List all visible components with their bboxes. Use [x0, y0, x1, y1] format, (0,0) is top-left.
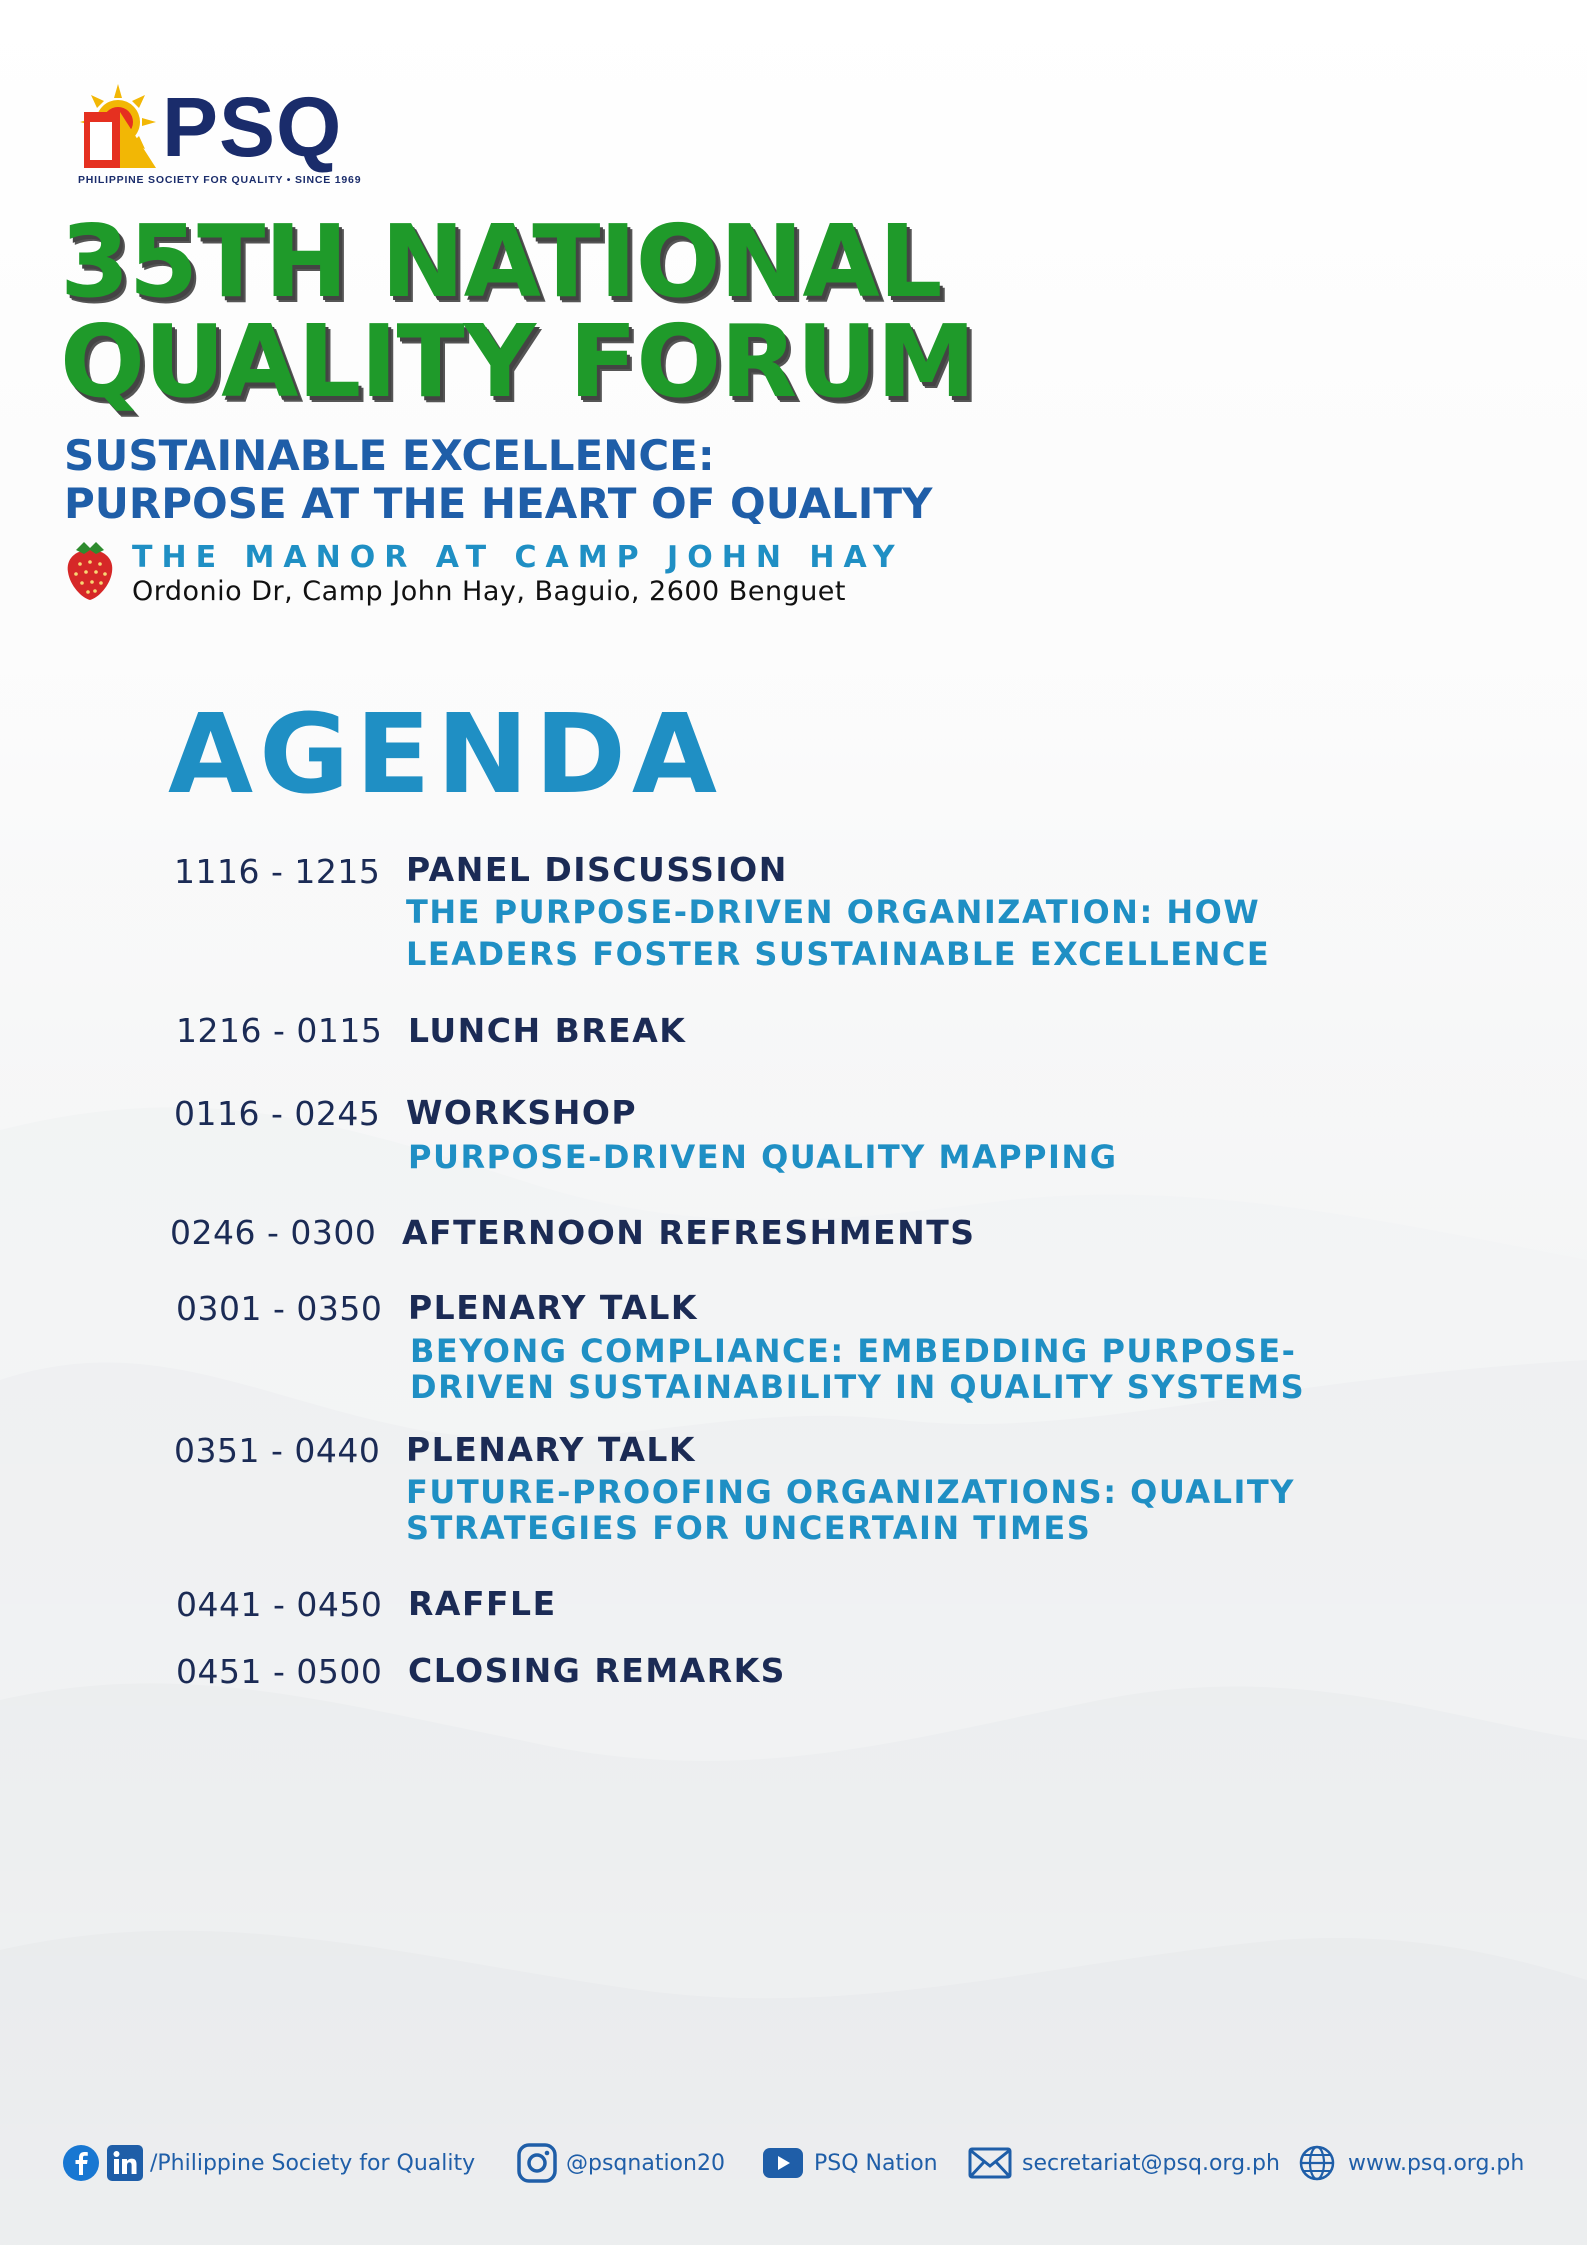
globe-icon[interactable]: [1298, 2144, 1336, 2182]
agenda-time: 0451 - 0500: [176, 1652, 383, 1691]
agenda-topic-line-1: FUTURE-PROOFING ORGANIZATIONS: QUALITY: [406, 1473, 1295, 1511]
psq-logo: [78, 82, 378, 192]
agenda-time: 0301 - 0350: [176, 1289, 383, 1328]
agenda-topic-line-2: STRATEGIES FOR UNCERTAIN TIMES: [406, 1509, 1092, 1547]
subtitle-line-1: SUSTAINABLE EXCELLENCE:: [64, 431, 715, 480]
social-instagram[interactable]: [516, 2140, 725, 2186]
agenda-event: PANEL DISCUSSION: [406, 850, 788, 889]
agenda-event: PLENARY TALK: [408, 1288, 698, 1327]
agenda-event: WORKSHOP: [406, 1093, 638, 1132]
venue-name: THE MANOR AT CAMP JOHN HAY: [132, 540, 904, 575]
agenda-event: CLOSING REMARKS: [408, 1651, 786, 1690]
contact-email[interactable]: [968, 2140, 1280, 2186]
agenda-time: 0441 - 0450: [176, 1585, 383, 1624]
agenda-event: LUNCH BREAK: [408, 1011, 687, 1050]
youtube-icon[interactable]: [762, 2147, 804, 2179]
instagram-icon[interactable]: [516, 2142, 558, 2184]
contact-footer: [0, 2140, 1587, 2186]
logo-tagline: PHILIPPINE SOCIETY FOR QUALITY • SINCE 1969: [78, 174, 362, 186]
social-handle: /Philippine Society for Quality: [150, 2150, 476, 2176]
agenda-topic-line-1: PURPOSE-DRIVEN QUALITY MAPPING: [408, 1138, 1118, 1176]
agenda-topic-line-2: LEADERS FOSTER SUSTAINABLE EXCELLENCE: [406, 935, 1271, 973]
agenda-event: AFTERNOON REFRESHMENTS: [402, 1213, 976, 1252]
linkedin-icon[interactable]: [106, 2144, 144, 2182]
strawberry-icon: [62, 536, 118, 602]
agenda-time: 0351 - 0440: [174, 1431, 381, 1470]
agenda-event: PLENARY TALK: [406, 1430, 696, 1469]
subtitle-line-2: PURPOSE AT THE HEART OF QUALITY: [64, 479, 933, 528]
email-address: secretariat@psq.org.ph: [1022, 2150, 1280, 2176]
email-icon[interactable]: [968, 2147, 1012, 2179]
social-facebook-linkedin[interactable]: [62, 2140, 475, 2186]
sun-q-logo-icon: [78, 82, 164, 172]
agenda-time: 1116 - 1215: [174, 852, 381, 891]
venue-address: Ordonio Dr, Camp John Hay, Baguio, 2600 Benguet: [132, 576, 847, 607]
agenda-event: RAFFLE: [408, 1584, 557, 1623]
logo-wordmark: PSQ: [162, 80, 343, 174]
contact-website[interactable]: [1298, 2140, 1524, 2186]
website-url: www.psq.org.ph: [1348, 2150, 1525, 2176]
youtube-channel: PSQ Nation: [814, 2150, 938, 2176]
agenda-time: 1216 - 0115: [176, 1011, 383, 1050]
title-line-1: 35TH NATIONAL: [60, 203, 942, 320]
facebook-icon[interactable]: [62, 2144, 100, 2182]
agenda-topic-line-2: DRIVEN SUSTAINABILITY IN QUALITY SYSTEMS: [410, 1368, 1306, 1406]
agenda-time: 0246 - 0300: [170, 1213, 377, 1252]
agenda-topic-line-1: THE PURPOSE-DRIVEN ORGANIZATION: HOW: [406, 893, 1261, 931]
instagram-handle: @psqnation20: [566, 2150, 725, 2176]
forum-title: [60, 203, 975, 420]
agenda-topic-line-1: BEYONG COMPLIANCE: EMBEDDING PURPOSE-: [410, 1332, 1297, 1370]
agenda-time: 0116 - 0245: [174, 1094, 381, 1133]
agenda-heading: AGENDA: [168, 690, 724, 818]
forum-theme: [64, 432, 964, 528]
social-youtube[interactable]: [762, 2140, 938, 2186]
title-line-2: QUALITY FORUM: [60, 303, 975, 420]
